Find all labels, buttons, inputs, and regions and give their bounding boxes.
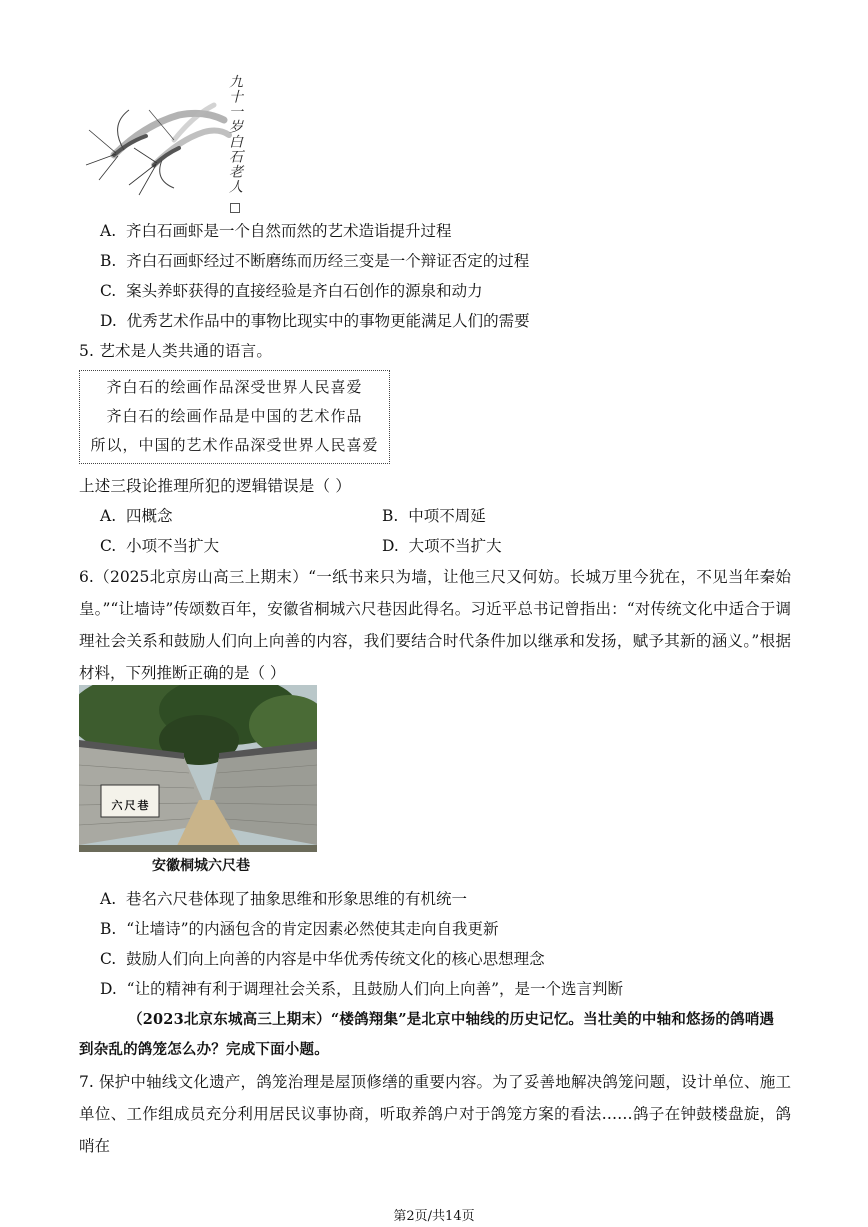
page-footer: 第2页/共14页 <box>393 1209 475 1224</box>
q5-option-d: D. 大项不当扩大 <box>382 537 502 555</box>
painting-inscription <box>226 74 244 213</box>
intro7-line2: 到杂乱的鸽笼怎么办？完成下面小题。 <box>79 1041 329 1058</box>
photo-caption: 安徽桐城六尺巷 <box>152 858 250 874</box>
q6-stem: 6.（2025北京房山高三上期末）“一纸书来只为墙，让他三尺又何妨。长城万里今犹在，不见当年秦始皇。”“让墙诗”传颂数百年，安徽省桐城六尺巷因此得名。习近平总书记曾指出：“对传统文化中适合于调理社会关系和鼓励人们向上向善的内容，我们要结合时代条件加以继承和发扬，赋予其新的涵义。”根据材料，下列推断正确的是（ ） <box>79 568 791 682</box>
syllogism-conclusion: 所以，中国的艺术作品深受世界人民喜爱 <box>90 436 379 454</box>
alley-photo-art <box>79 685 317 852</box>
syllogism-box <box>79 370 390 464</box>
q6-option-b: B. “让墙诗”的内涵包含的肯定因素必然使其走向自我更新 <box>100 920 499 938</box>
shrimp-painting-art <box>84 70 244 200</box>
painting-inscription-text: 九十一岁白石老人 <box>227 74 243 194</box>
shrimp-painting <box>84 70 244 200</box>
q4-option-b: B. 齐白石画虾经过不断磨练而历经三变是一个辩证否定的过程 <box>100 252 530 270</box>
q5-stem: 5. 艺术是人类共通的语言。 <box>79 342 273 360</box>
q6-option-a: A. 巷名六尺巷体现了抽象思维和形象思维的有机统一 <box>100 890 467 908</box>
seal-icon <box>230 203 240 213</box>
q6-option-d: D. “让的精神有利于调理社会关系，且鼓励人们向上向善”，是一个选言判断 <box>100 980 624 998</box>
alley-sign-text: 六尺巷 <box>111 799 151 812</box>
syllogism-major-premise: 齐白石的绘画作品深受世界人民喜爱 <box>106 378 363 396</box>
q5-question: 上述三段论推理所犯的逻辑错误是（ ） <box>79 477 352 495</box>
syllogism-minor-premise: 齐白石的绘画作品是中国的艺术作品 <box>106 407 363 425</box>
q5-option-c: C. 小项不当扩大 <box>100 537 220 555</box>
intro7-line1: （2023北京东城高三上期末）“楼鸽翔集”是北京中轴线的历史记忆。当壮美的中轴和悠扬的鸽哨遇 <box>128 1011 775 1028</box>
alley-photo <box>79 685 317 852</box>
q5-option-b: B. 中项不周延 <box>382 507 486 525</box>
q7-stem: 7. 保护中轴线文化遗产，鸽笼治理是屋顶修缮的重要内容。为了妥善地解决鸽笼问题，设计单位、施工单位、工作组成员充分利用居民议事协商，听取养鸽户对于鸽笼方案的看法……鸽子在钟鼓楼盘旋，鸽哨在 <box>79 1073 791 1155</box>
q4-option-d: D. 优秀艺术作品中的事物比现实中的事物更能满足人们的需要 <box>100 312 530 330</box>
q6-option-c: C. 鼓励人们向上向善的内容是中华优秀传统文化的核心思想理念 <box>100 950 545 968</box>
q5-option-a: A. 四概念 <box>100 507 173 525</box>
q4-option-c: C. 案头养虾获得的直接经验是齐白石创作的源泉和动力 <box>100 282 483 300</box>
q4-option-a: A. 齐白石画虾是一个自然而然的艺术造诣提升过程 <box>100 222 452 240</box>
